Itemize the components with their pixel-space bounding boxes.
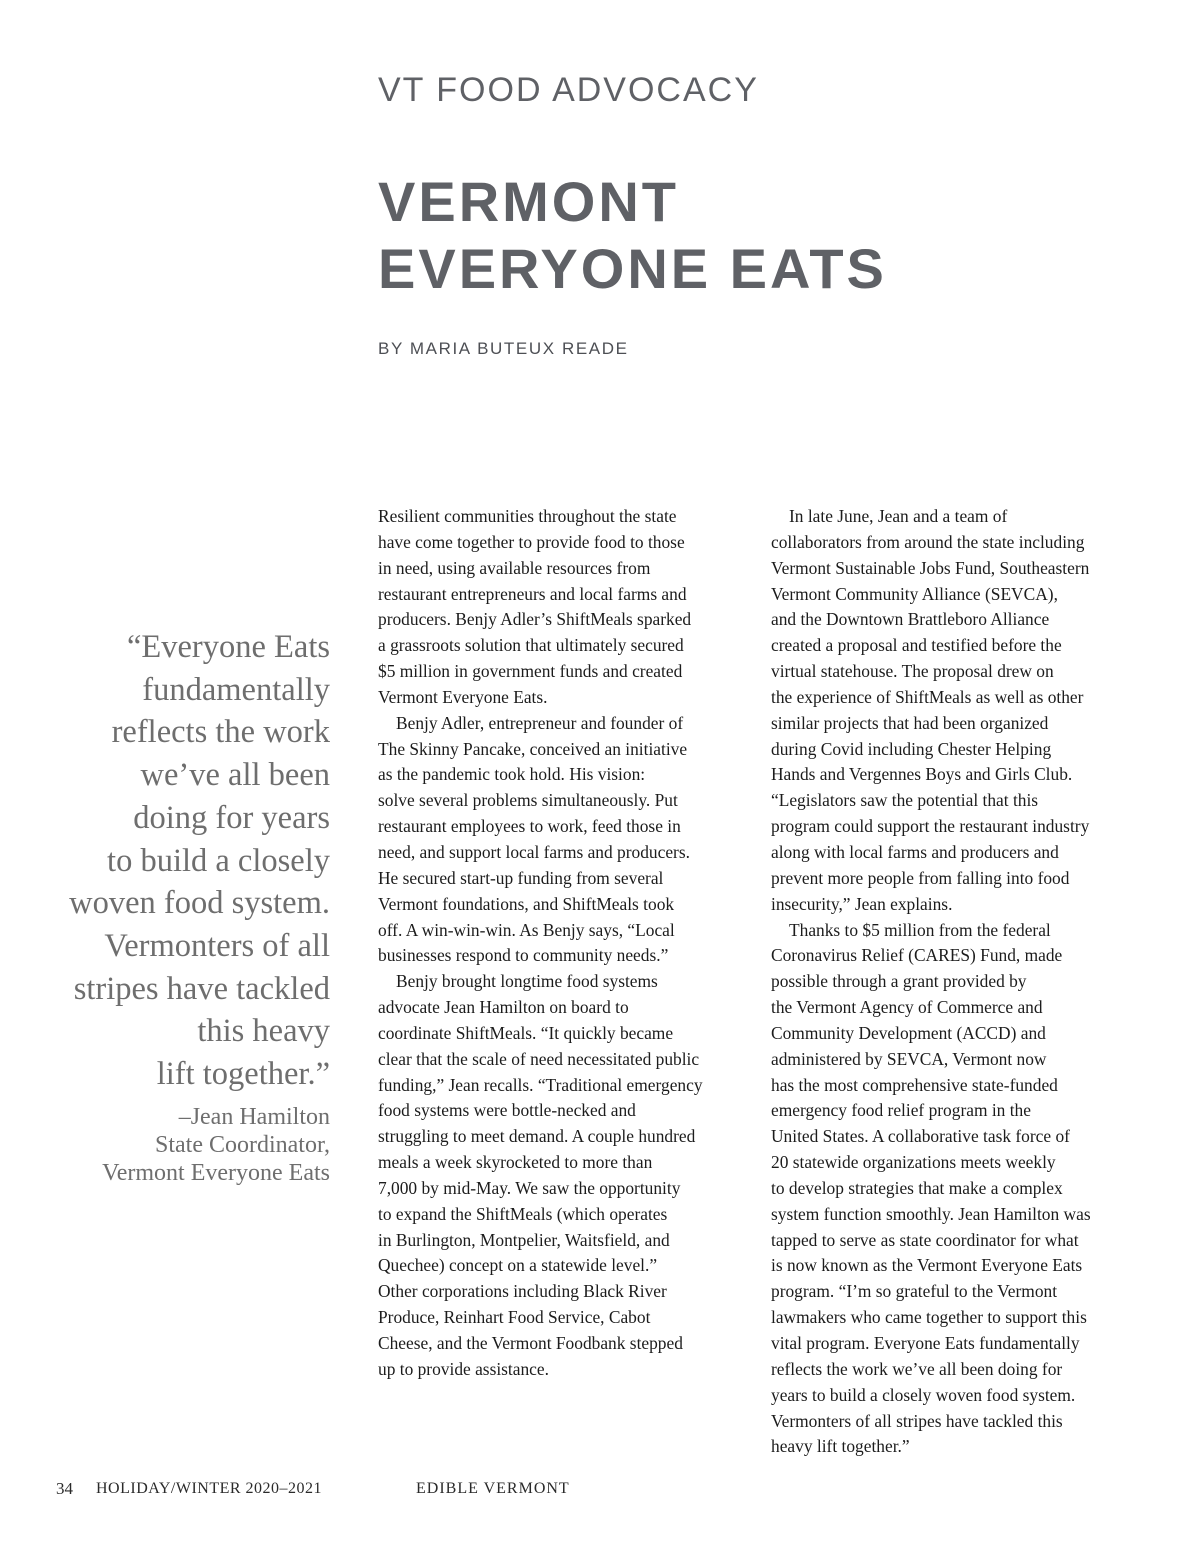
text-line: producers. Benjy Adler’s ShiftMeals sparked — [378, 609, 692, 630]
article-column-2 — [771, 504, 1091, 1460]
attribution-organization: Vermont Everyone Eats — [102, 1159, 330, 1186]
pull-quote-line: stripes have tackled — [73, 970, 330, 1007]
pull-quote-line: lift together.” — [156, 1056, 330, 1093]
text-line: emergency food relief program in the — [771, 1100, 1031, 1121]
text-line: a grassroots solution that ultimately secured — [378, 635, 684, 656]
text-line: vital program. Everyone Eats fundamentally — [771, 1333, 1080, 1353]
text-line: Resilient communities throughout the state — [378, 506, 677, 526]
text-line: solve several problems simultaneously. Put — [378, 790, 678, 811]
pull-quote — [30, 626, 330, 1187]
text-line: created a proposal and testified before the — [771, 635, 1062, 656]
text-line: similar projects that had been organized — [771, 712, 1049, 733]
text-line: The Skinny Pancake, conceived an initiative — [378, 738, 688, 759]
text-line: system function smoothly. Jean Hamilton was — [771, 1203, 1091, 1224]
text-line: lawmakers who came together to support this — [771, 1307, 1087, 1328]
text-line: Benjy Adler, entrepreneur and founder of — [396, 712, 684, 733]
magazine-name: EDIBLE VERMONT — [416, 1480, 570, 1497]
text-line: $5 million in government funds and created — [378, 661, 683, 682]
text-line: Thanks to $5 million from the federal — [789, 919, 1051, 940]
text-line: tapped to serve as state coordinator for what — [771, 1229, 1079, 1250]
text-line: years to build a closely woven food system. — [771, 1384, 1076, 1405]
text-line: up to provide assistance. — [378, 1358, 549, 1379]
text-line: Hands and Vergennes Boys and Girls Club. — [771, 764, 1073, 785]
text-line: “Legislators saw the potential that this — [771, 790, 1039, 811]
pull-quote-line: Vermonters of all — [104, 927, 330, 964]
text-line: administered by SEVCA, Vermont now — [771, 1048, 1047, 1069]
text-line: advocate Jean Hamilton on board to — [378, 997, 629, 1018]
text-line: Vermont Sustainable Jobs Fund, Southeastern — [771, 557, 1090, 578]
pull-quote-attribution — [30, 1103, 330, 1187]
text-line: off. A win-win-win. As Benjy says, “Local — [378, 919, 675, 940]
text-line: United States. A collaborative task force of — [771, 1126, 1070, 1147]
pull-quote-line: reflects the work — [111, 714, 330, 751]
text-line: Community Development (ACCD) and — [771, 1022, 1046, 1043]
text-line: Coronavirus Relief (CARES) Fund, made — [771, 945, 1063, 966]
text-line: collaborators from around the state including — [771, 531, 1085, 552]
headline-line: VERMONT — [378, 170, 679, 233]
text-line: Vermont Everyone Eats. — [378, 686, 548, 707]
text-line: as the pandemic took hold. His vision: — [378, 764, 646, 785]
text-line: insecurity,” Jean explains. — [771, 893, 953, 914]
text-line: Cheese, and the Vermont Foodbank stepped — [378, 1333, 683, 1353]
text-line: In late June, Jean and a team of — [789, 506, 1008, 526]
text-line: and the Downtown Brattleboro Alliance — [771, 609, 1050, 630]
text-line: possible through a grant provided by — [771, 971, 1027, 992]
text-line: program could support the restaurant industry — [771, 816, 1090, 837]
text-line: heavy lift together.” — [771, 1436, 910, 1457]
text-line: restaurant employees to work, feed those in — [378, 816, 681, 837]
text-line: clear that the scale of need necessitated public — [378, 1048, 700, 1069]
text-line: is now known as the Vermont Everyone Eats — [771, 1255, 1083, 1276]
text-line: during Covid including Chester Helping — [771, 738, 1052, 759]
headline-line: EVERYONE EATS — [378, 237, 887, 300]
text-line: Vermonters of all stripes have tackled this — [771, 1410, 1063, 1431]
text-line: in need, using available resources from — [378, 557, 651, 578]
text-line: has the most comprehensive state-funded — [771, 1074, 1058, 1095]
attribution-title: State Coordinator, — [154, 1131, 330, 1158]
article-column-1 — [378, 504, 703, 1383]
pull-quote-text — [30, 626, 330, 1096]
text-line: along with local farms and producers and — [771, 841, 1059, 862]
text-line: restaurant entrepreneurs and local farms and — [378, 583, 687, 604]
pull-quote-line: “Everyone Eats — [126, 629, 330, 665]
text-line: 7,000 by mid-May. We saw the opportunity — [378, 1177, 681, 1198]
text-line: funding,” Jean recalls. “Traditional emergency — [378, 1074, 703, 1095]
text-line: businesses respond to community needs.” — [378, 945, 669, 966]
pull-quote-line: we’ve all been — [140, 757, 330, 794]
text-line: coordinate ShiftMeals. “It quickly became — [378, 1022, 674, 1043]
byline: BY MARIA BUTEUX READE — [378, 339, 629, 358]
text-line: the Vermont Agency of Commerce and — [771, 997, 1043, 1018]
text-line: Vermont Community Alliance (SEVCA), — [771, 583, 1058, 604]
text-line: need, and support local farms and producers. — [378, 841, 690, 862]
text-line: 20 statewide organizations meets weekly — [771, 1152, 1056, 1173]
text-line: He secured start-up funding from several — [378, 867, 664, 888]
attribution-name: –Jean Hamilton — [178, 1103, 330, 1130]
pull-quote-line: to build a closely — [107, 842, 330, 879]
text-line: meals a week skyrocketed to more than — [378, 1152, 653, 1173]
text-line: Quechee) concept on a statewide level.” — [378, 1255, 658, 1276]
pull-quote-line: this heavy — [197, 1013, 330, 1050]
text-line: to expand the ShiftMeals (which operates — [378, 1203, 668, 1224]
text-line: Benjy brought longtime food systems — [396, 971, 658, 992]
text-line: have come together to provide food to those — [378, 531, 685, 552]
issue-label: HOLIDAY/WINTER 2020–2021 — [96, 1480, 323, 1497]
text-line: food systems were bottle-necked and — [378, 1100, 636, 1121]
pull-quote-line: fundamentally — [142, 671, 330, 708]
page-number: 34 — [56, 1479, 73, 1498]
article-headline — [378, 168, 887, 302]
text-line: to develop strategies that make a complex — [771, 1177, 1063, 1198]
text-line: struggling to meet demand. A couple hundred — [378, 1126, 696, 1147]
section-label: VT FOOD ADVOCACY — [378, 71, 759, 109]
text-line: in Burlington, Montpelier, Waitsfield, and — [378, 1229, 670, 1250]
pull-quote-line: doing for years — [133, 799, 330, 836]
pull-quote-line: woven food system. — [69, 885, 330, 922]
text-line: program. “I’m so grateful to the Vermont — [771, 1281, 1058, 1302]
text-line: Other corporations including Black River — [378, 1281, 667, 1302]
text-line: Vermont foundations, and ShiftMeals took — [378, 893, 675, 914]
text-line: virtual statehouse. The proposal drew on — [771, 661, 1054, 682]
text-line: Produce, Reinhart Food Service, Cabot — [378, 1307, 651, 1328]
text-line: prevent more people from falling into food — [771, 867, 1070, 888]
text-line: the experience of ShiftMeals as well as other — [771, 686, 1084, 707]
text-line: reflects the work we’ve all been doing for — [771, 1358, 1063, 1379]
